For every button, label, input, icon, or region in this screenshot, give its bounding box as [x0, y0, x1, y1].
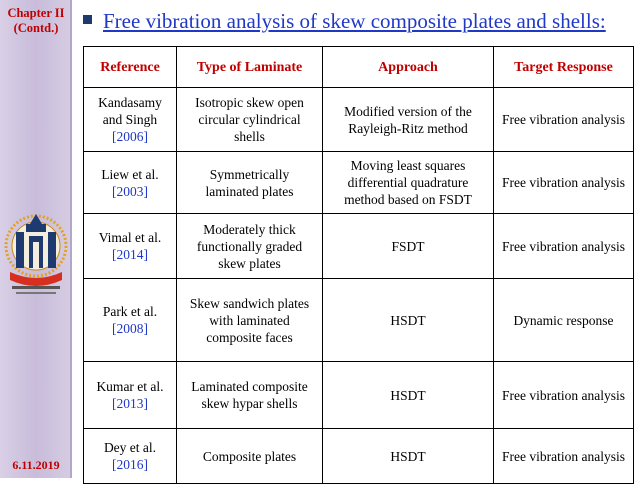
reference-authors: Park et al.	[102, 304, 158, 319]
approach-cell: HSDT	[323, 429, 494, 484]
reference-cell	[84, 362, 177, 429]
reference-cell	[84, 152, 177, 214]
table-header-row	[84, 47, 634, 88]
literature-table	[83, 46, 634, 484]
target-response-cell: Free vibration analysis	[494, 429, 634, 484]
header-target-response: Target Response	[494, 47, 634, 88]
laminate-cell: Moderately thick functionally graded skew plates	[177, 214, 323, 279]
reference-authors: Kumar et al.	[96, 379, 164, 394]
laminate-cell: Laminated composite skew hypar shells	[177, 362, 323, 429]
laminate-cell: Composite plates	[177, 429, 323, 484]
target-response-cell: Free vibration analysis	[494, 152, 634, 214]
table-row	[84, 88, 634, 152]
reference-cell	[84, 429, 177, 484]
approach-cell: Modified version of the Rayleigh-Ritz method	[323, 88, 494, 152]
approach-cell: Moving least squares differential quadrature method based on FSDT	[323, 152, 494, 214]
laminate-cell: Symmetrically laminated plates	[177, 152, 323, 214]
reference-year: [2016]	[112, 457, 148, 472]
table-row	[84, 362, 634, 429]
target-response-cell: Dynamic response	[494, 279, 634, 362]
reference-year: [2014]	[112, 247, 148, 262]
reference-authors: Dey et al.	[103, 440, 157, 455]
reference-year: [2008]	[112, 321, 148, 336]
table-row	[84, 152, 634, 214]
approach-cell: HSDT	[323, 362, 494, 429]
reference-authors: Liew et al.	[101, 166, 159, 182]
reference-year: [2003]	[112, 183, 148, 199]
laminate-cell: Isotropic skew open circular cylindrical shells	[177, 88, 323, 152]
reference-cell	[84, 214, 177, 279]
reference-cell	[84, 279, 177, 362]
chapter-label	[0, 6, 72, 36]
reference-year: [2013]	[112, 396, 148, 411]
chapter-line-2: (Contd.)	[13, 21, 59, 35]
university-emblem-icon	[2, 206, 70, 298]
header-approach: Approach	[323, 47, 494, 88]
target-response-cell: Free vibration analysis	[494, 88, 634, 152]
target-response-cell: Free vibration analysis	[494, 362, 634, 429]
presentation-date: 6.11.2019	[12, 458, 60, 472]
slide-title: Free vibration analysis of skew composite plates and shells:	[103, 9, 606, 33]
approach-cell: FSDT	[323, 214, 494, 279]
slide-header	[83, 8, 633, 34]
chapter-line-1: Chapter II	[7, 6, 65, 20]
table-row	[84, 279, 634, 362]
laminate-cell: Skew sandwich plates with laminated composite faces	[177, 279, 323, 362]
approach-cell: HSDT	[323, 279, 494, 362]
reference-authors: Kandasamy and Singh	[98, 95, 162, 127]
target-response-cell: Free vibration analysis	[494, 214, 634, 279]
sidebar	[0, 0, 72, 478]
table-row	[84, 214, 634, 279]
table-row	[84, 429, 634, 484]
reference-cell	[84, 88, 177, 152]
reference-year: [2006]	[112, 129, 148, 144]
reference-authors: Vimal et al.	[98, 230, 162, 245]
header-reference: Reference	[84, 47, 177, 88]
square-bullet-icon	[83, 15, 92, 24]
header-type-of-laminate: Type of Laminate	[177, 47, 323, 88]
